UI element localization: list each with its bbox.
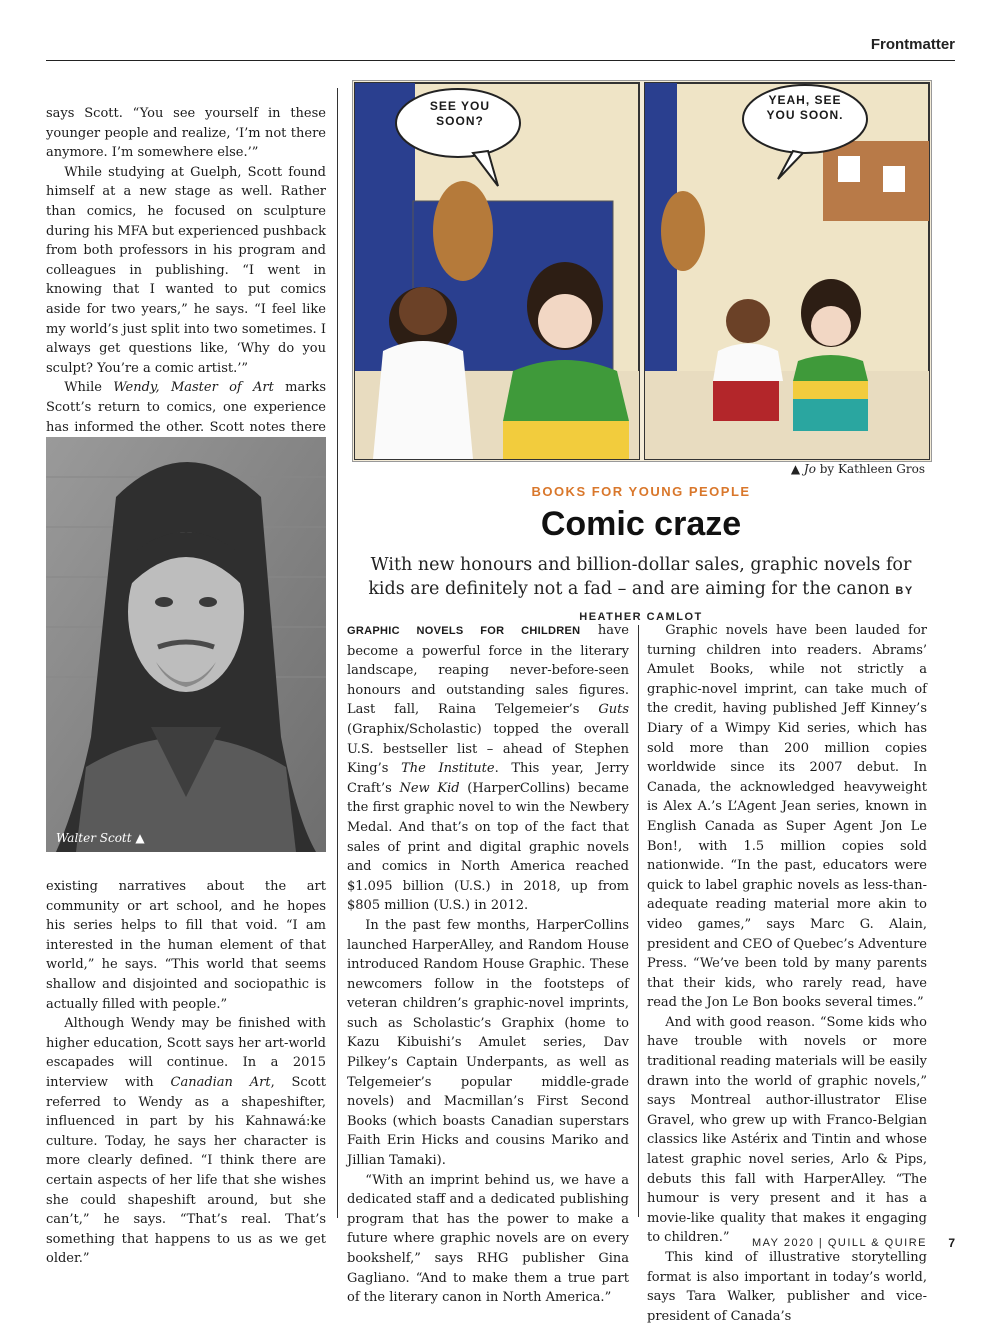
left-paragraph-2: While studying at Guelph, Scott found himself at a new stage as well. Rather than comics, he focused on sculpture during his MFA but experienced pushback from both professors in his program and colleagues in publishing. “I went in knowing that I wanted to put comics aside for two years,” he says. “I feel like my world’s just split into two sometimes. I always get questions like, ‘Why do you sculpt? You’re a comic artist.’” bbox=[46, 164, 326, 376]
column-rule-right bbox=[638, 625, 639, 1217]
header-rule bbox=[46, 60, 955, 61]
walter-scott-portrait bbox=[46, 437, 326, 852]
comic-caption: ▲ Jo by Kathleen Gros bbox=[790, 462, 925, 476]
speech-bubble-2: YEAH, SEE YOU SOON. bbox=[766, 93, 844, 122]
right-paragraph-1: Graphic novels have been lauded for turning children into readers. Abrams’ Amulet Books, while not strictly a graphic-novel imprint, can take much of the credit, having published Jeff Kinney’s Diary of a Wimpy Kid series, which has sold more than 200 million copies worldwide since its 2007 debut. In Canada, the acknowledged heavyweight is Alex A.’s L’Agent Jean series, known in English Canada as Super Agent Jon Le Bon!, with 1.5 million copies sold nationwide. “In the past, educators were quick to label graphic novels as less-than-adequate reading material more akin to video games,” says Marc G. Alain, president and CEO of Quebec’s Adventure Press. “We’ve been told by many parents that their kids, who rarely read, have read the Jon Le Bon books several times.” bbox=[647, 623, 927, 1011]
left-paragraph-3: While Wendy, Master of Art marks Scott’s return to comics, one experience has informed the other. Scott notes there bbox=[46, 380, 326, 435]
speech-bubble-1: SEE YOU SOON? bbox=[429, 99, 491, 128]
photo-caption: Walter Scott ▲ bbox=[56, 831, 145, 845]
middle-paragraph-2: In the past few months, HarperCollins launched HarperAlley, and Random House introduced Random House Graphic. These newcomers follow in the footsteps of veteran children’s graphic-novel imprints, such as Scholastic’s Graphix (home to Kazu Kibuishi’s Amulet series, Dav Pilkey’s Captain Underpants, as well as Telgemeier’s popular middle-grade novels) and Macmillan’s First Second Books (which boasts Canadian superstars Faith Erin Hicks and cousins Mariko and Jillian Tamaki). bbox=[347, 917, 629, 1169]
right-paragraph-3: This kind of illustrative storytelling format is also important in today’s world, says Tara Walker, publisher and vice-president of Canada’s bbox=[647, 1250, 927, 1324]
byline: BY HEATHER CAMLOT bbox=[579, 585, 914, 623]
column-rule-left bbox=[337, 88, 338, 1218]
left-column-bottom bbox=[46, 877, 326, 1269]
comic-illustration bbox=[352, 80, 932, 462]
middle-paragraph-3: “With an imprint behind us, we have a dedicated staff and a dedicated publishing program that has the power to make a future where graphic novels are on every bookshelf,” says RHG publisher Gina Gagliano. “And to make them a true part of the literary canon in North America.” bbox=[347, 1172, 629, 1306]
article-kicker: BOOKS FOR YOUNG PEOPLE bbox=[531, 484, 751, 499]
page-number: 7 bbox=[948, 1236, 955, 1250]
article-headline: Comic craze bbox=[540, 505, 742, 543]
left-paragraph-1: says Scott. “You see yourself in these younger people and realize, ‘I’m not there anymore. I’m somewhere else.’” bbox=[46, 106, 326, 161]
article-dek: With new honours and billion-dollar sales, graphic novels for kids are definitely not a fad – and are aiming for the canon BY HEATHER CAMLOT bbox=[368, 555, 914, 623]
left-paragraph-5: Although Wendy may be finished with higher education, Scott says her art-world escapades will continue. In a 2015 interview with Canadian Art, Scott referred to Wendy as a shapeshifter, influenced in part by his Kahnawá:ke culture. Today, he says her character is more clearly defined. “I think there are certain aspects of her life that she wishes she could shapeshift around, but she can’t,” he says. “That’s real. That’s something that happens to us as we get older.” bbox=[46, 1016, 326, 1267]
left-paragraph-4: existing narratives about the art community or art school, and he hopes his series helps to fill that void. “I am interested in the human element of that world,” he says. “This world that seems shallow and disjointed and sociopathic is actually filled with people.” bbox=[46, 879, 326, 1012]
right-paragraph-2: And with good reason. “Some kids who have trouble with novels or more traditional reading materials will be easily drawn into the world of graphic novels,” says Montreal author-illustrator Elise Gravel, who grew up with Franco-Belgian classics like Astérix and Tintin and whose latest graphic novel series, Arlo & Pips, debuts this fall with HarperAlley. “The humour is very present and it has a movie-like quality that makes it engaging to children.” bbox=[647, 1014, 927, 1246]
right-column bbox=[647, 621, 927, 1326]
middle-column bbox=[347, 621, 629, 1308]
left-column-top bbox=[46, 104, 326, 457]
footer-issue: MAY 2020 | QUILL & QUIRE bbox=[752, 1237, 927, 1249]
middle-paragraph-1: GRAPHIC NOVELS FOR CHILDREN have become a powerful force in the literary landscape, reaping never-before-seen honours and outstanding sales figures. Last fall, Raina Telgemeier’s Guts (Graphix/Scholastic) topped the overall U.S. bestseller list – ahead of Stephen King’s The Institute. This year, Jerry Craft’s New Kid (HarperCollins) became the first graphic novel to win the Newbery Medal. And that’s on top of the fact that sales of print and digital graphic novels and comics in North America reached $1.095 billion (U.S.) in 2018, up from $805 million (U.S.) in 2012. bbox=[347, 623, 629, 914]
section-label: Frontmatter bbox=[870, 36, 955, 53]
